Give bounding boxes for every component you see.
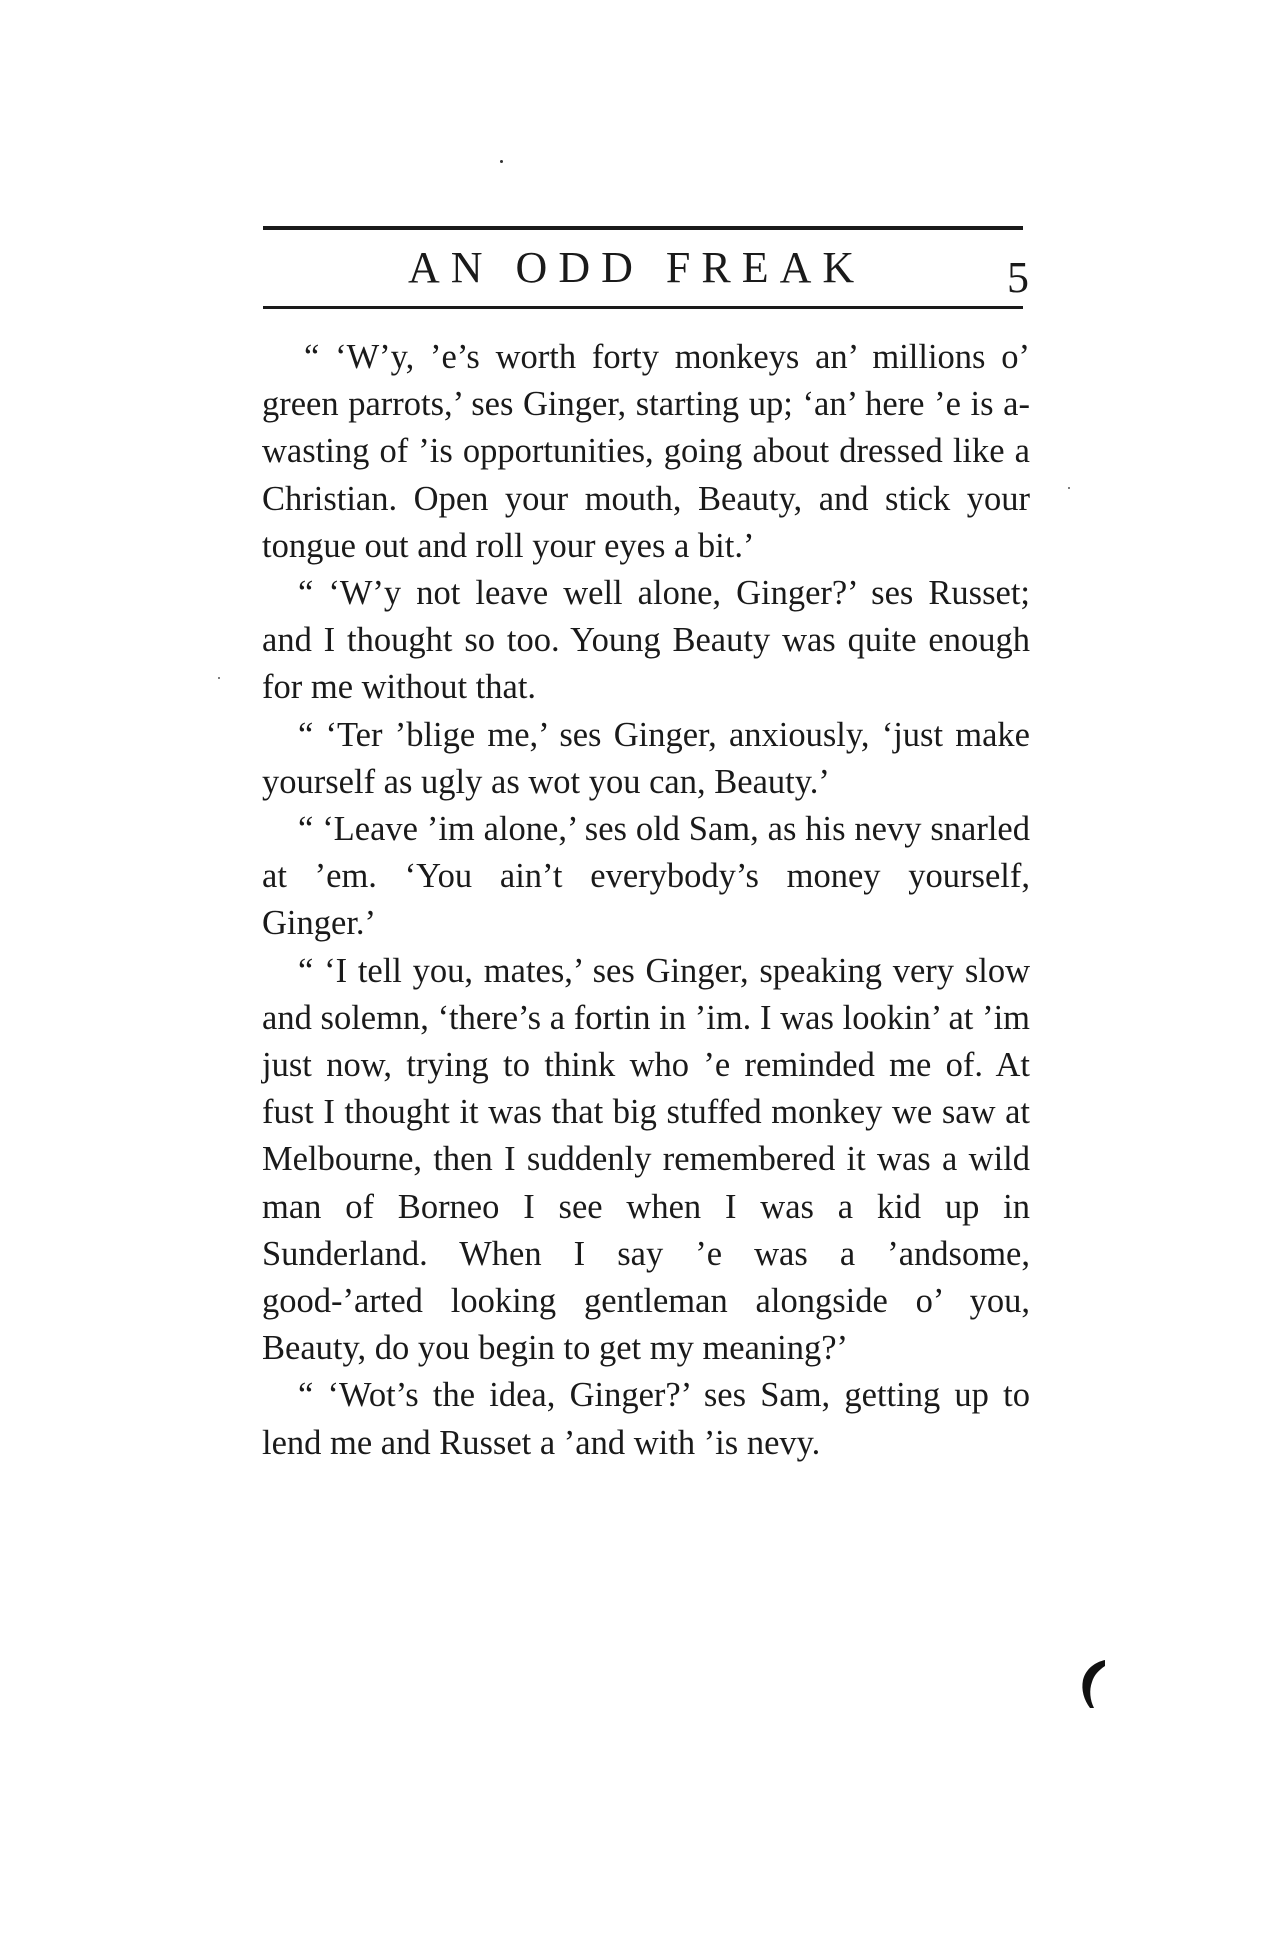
paragraph: “ ‘Wot’s the idea, Ginger?’ ses Sam, getting up to lend me and Russet a ’and with ’is nevy.: [262, 1376, 1030, 1462]
paragraph: “ ‘W’y not leave well alone, Ginger?’ ses Russet; and I thought so too. Young Beauty was quite enough for me without that.: [262, 574, 1030, 707]
running-head: AN ODD FREAK: [408, 243, 866, 292]
paragraph: “ ‘W’y, ’e’s worth forty monkeys an’ millions o’ green parrots,’ ses Ginger, starting up; ‘an’ here ’e is a-wasting of ’is opportunities, going about dressed like a Christian. Open your mouth, Beauty, and stick your tongue out and roll your eyes a bit.’: [262, 338, 1030, 565]
header-rule-top: [263, 226, 1023, 230]
body-text: [262, 334, 1030, 1467]
speck-mark: [500, 160, 503, 163]
printer-mark-icon: [1078, 1658, 1108, 1710]
speck-mark: [218, 677, 220, 679]
paragraph: “ ‘Ter ’blige me,’ ses Ginger, anxiously, ‘just make yourself as ugly as wot you can, Beauty.’: [262, 715, 1030, 801]
paragraph: “ ‘Leave ’im alone,’ ses old Sam, as his nevy snarled at ’em. ‘You ain’t everybody’s money yourself, Ginger.’: [262, 810, 1030, 943]
speck-mark: [1068, 487, 1070, 489]
paragraph: “ ‘I tell you, mates,’ ses Ginger, speaking very slow and solemn, ‘there’s a fortin in ’im. I was lookin’ at ’im just now, trying to think who ’e reminded me of. At fust I thought it was that big stuffed monkey we saw at Melbourne, then I suddenly remembered it was a wild man of Borneo I see when I was a kid up in Sunderland. When I say ’e was a ’andsome, good-’arted looking gentleman alongside o’ you, Beauty, do you begin to get my meaning?’: [262, 951, 1030, 1368]
header-rule-bottom: [263, 306, 1023, 309]
page-number: 5: [1007, 253, 1029, 302]
